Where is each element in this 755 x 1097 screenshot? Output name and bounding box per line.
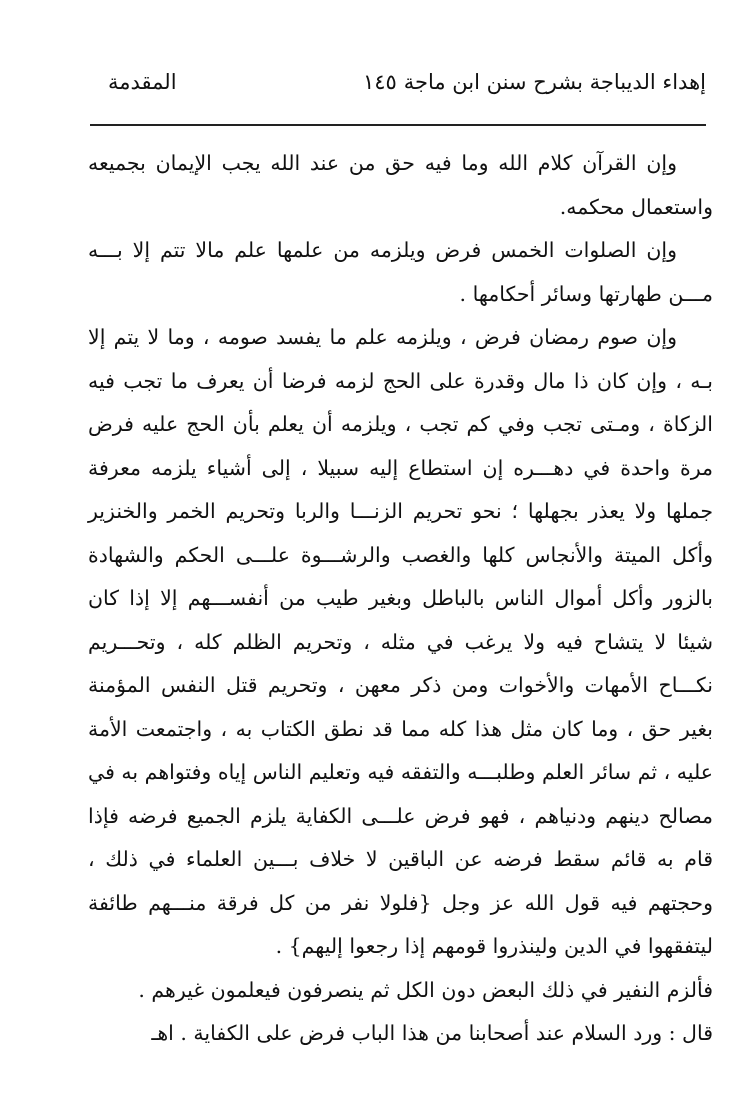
paragraph-salam: قال : ورد السلام عند أصحابنا من هذا الباب فرض على الكفاية . اهـ (151, 1021, 713, 1045)
page-number: ١٤٥ (363, 70, 397, 94)
header-divider (90, 124, 706, 126)
section-title: المقدمة (108, 70, 177, 94)
paragraph-prayers: وإن الصلوات الخمس فرض ويلزمه من علمها علم مالا تتم إلا بـــه مـــن طهارتها وسائر أحكامها . (88, 238, 713, 306)
body-text (88, 142, 713, 1056)
paragraph-quran: وإن القرآن كلام الله وما فيه حق من عند الله يجب الإيمان بجميعه واستعمال محكمه. (88, 151, 713, 219)
page-header (108, 70, 706, 104)
paragraph-fasting: وإن صوم رمضان فرض ، ويلزمه علم ما يفسد صومه ، وما لا يتم إلا بـه ، وإن كان ذا مال وقدرة على الحج لزمه فرضا أن يعرف ما تجب فيه الزكاة ، ومـتى تجب وفي كم تجب ، ويلزمه أن يعلم بأن الحج عليه فرض مرة واحدة في دهـــره إن استطاع إليه سبيلا ، إلى أشياء يلزمه معرفة جملها ولا يعذر بجهلها ؛ نحو تحريم الزنـــا والربا وتحريم الخمر والخنزير وأكل الميتة والأنجاس كلها والغصب والرشـــوة علـــى الحكم والشهادة بالزور وأكل أموال الناس بالباطل وبغير طيب من أنفســـهم إلا إذا كان شيئا لا يتشاح فيه ولا يرغب في مثله ، وتحريم الظلم كله ، وتحـــريم نكـــاح الأمهات والأخوات ومن ذكر معهن ، وتحريم قتل النفس المؤمنة بغير حق ، وما كان مثل هذا كله مما قد نطق الكتاب به ، واجتمعت الأمة عليه ، ثم سائر العلم وطلبـــه والتفقه فيه وتعليم الناس إياه وفتواهم به في مصالح دينهم ودنياهم ، فهو فرض علـــى الكفاية يلزم الجميع فرضه فإذا قام به قائم سقط فرضه عن الباقين لا خلاف بـــين العلماء في ذلك ، وحجتهم فيه قول الله عز وجل {فلولا نفر من كل فرقة منـــهم طائفة ليتفقهوا في الدين ولينذروا قومهم إذا رجعوا إليهم} . (88, 325, 713, 958)
paragraph-nafeer: فألزم النفير في ذلك البعض دون الكل ثم ينصرفون فيعلمون غيرهم . (138, 977, 713, 1002)
book-title: إهداء الديباجة بشرح سنن ابن ماجة (403, 70, 706, 94)
